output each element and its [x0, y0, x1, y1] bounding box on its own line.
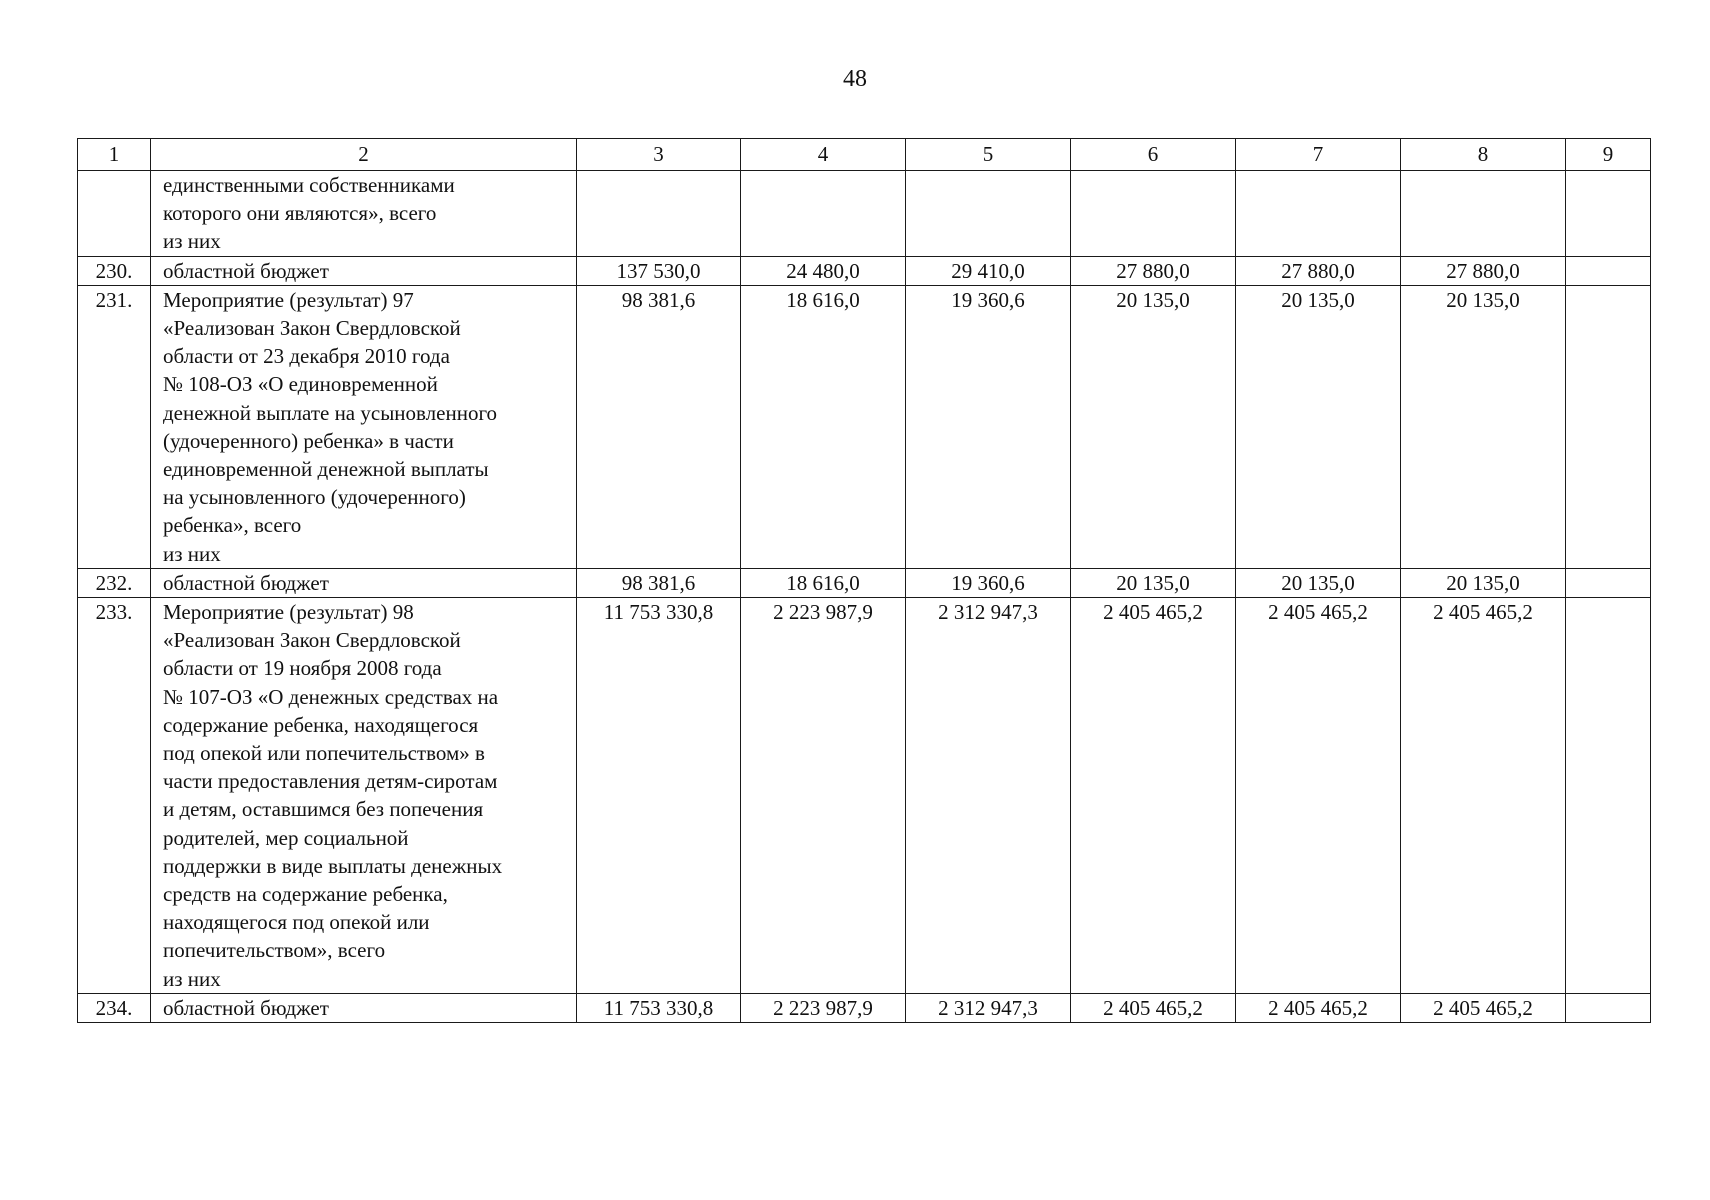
- row-value-col-4: 2 223 987,9: [741, 993, 906, 1022]
- row-value-col-7: 27 880,0: [1236, 256, 1401, 285]
- row-value-col-3: 11 753 330,8: [577, 598, 741, 994]
- row-number: 234.: [78, 993, 151, 1022]
- table-row: [78, 256, 1651, 285]
- row-value-col-5: 2 312 947,3: [906, 598, 1071, 994]
- row-value-col-7: 2 405 465,2: [1236, 993, 1401, 1022]
- table-row: [78, 568, 1651, 597]
- row-description: областной бюджет: [151, 568, 577, 597]
- row-value-col-6: 2 405 465,2: [1071, 993, 1236, 1022]
- table-row: [78, 993, 1651, 1022]
- table-header-row: [78, 139, 1651, 171]
- column-header: 9: [1566, 139, 1651, 171]
- table-row: [78, 598, 1651, 994]
- row-description: областной бюджет: [151, 256, 577, 285]
- row-value-col-9: [1566, 598, 1651, 994]
- row-value-col-9: [1566, 256, 1651, 285]
- page-number: 48: [843, 66, 867, 92]
- row-value-col-6: [1071, 171, 1236, 257]
- row-value-col-6: 27 880,0: [1071, 256, 1236, 285]
- row-value-col-3: 98 381,6: [577, 568, 741, 597]
- row-value-col-9: [1566, 171, 1651, 257]
- row-value-col-8: 2 405 465,2: [1401, 598, 1566, 994]
- row-value-col-9: [1566, 993, 1651, 1022]
- row-value-col-7: 20 135,0: [1236, 568, 1401, 597]
- row-number: [78, 171, 151, 257]
- table-row: [78, 285, 1651, 568]
- table-row: [78, 171, 1651, 257]
- column-header: 3: [577, 139, 741, 171]
- row-value-col-5: [906, 171, 1071, 257]
- row-value-col-9: [1566, 568, 1651, 597]
- row-value-col-5: 19 360,6: [906, 285, 1071, 568]
- row-value-col-9: [1566, 285, 1651, 568]
- row-value-col-8: 20 135,0: [1401, 568, 1566, 597]
- row-value-col-7: 20 135,0: [1236, 285, 1401, 568]
- row-description: Мероприятие (результат) 98 «Реализован Закон Свердловской области от 19 ноября 2008 года № 107-ОЗ «О денежных средствах на содержание ребенка, находящегося под опекой или попечительством» в части предоставления детям-сиротам и детям, оставшимся без попечения родителей, мер социальной поддержки в виде выплаты денежных средств на содержание ребенка, находящегося под опекой или попечительством», всего из них: [151, 598, 577, 994]
- row-value-col-7: [1236, 171, 1401, 257]
- row-value-col-8: 2 405 465,2: [1401, 993, 1566, 1022]
- row-value-col-4: 18 616,0: [741, 285, 906, 568]
- row-number: 233.: [78, 598, 151, 994]
- row-value-col-8: 27 880,0: [1401, 256, 1566, 285]
- row-value-col-4: [741, 171, 906, 257]
- row-description: единственными собственниками которого они являются», всего из них: [151, 171, 577, 257]
- row-value-col-3: 98 381,6: [577, 285, 741, 568]
- column-header: 7: [1236, 139, 1401, 171]
- row-value-col-6: 20 135,0: [1071, 568, 1236, 597]
- budget-table: [77, 138, 1651, 1023]
- column-header: 5: [906, 139, 1071, 171]
- column-header: 4: [741, 139, 906, 171]
- row-value-col-3: 11 753 330,8: [577, 993, 741, 1022]
- row-value-col-4: 18 616,0: [741, 568, 906, 597]
- row-value-col-4: 2 223 987,9: [741, 598, 906, 994]
- column-header: 1: [78, 139, 151, 171]
- column-header: 2: [151, 139, 577, 171]
- column-header: 8: [1401, 139, 1566, 171]
- row-value-col-5: 29 410,0: [906, 256, 1071, 285]
- row-value-col-4: 24 480,0: [741, 256, 906, 285]
- row-number: 231.: [78, 285, 151, 568]
- row-value-col-7: 2 405 465,2: [1236, 598, 1401, 994]
- column-header: 6: [1071, 139, 1236, 171]
- row-value-col-6: 2 405 465,2: [1071, 598, 1236, 994]
- row-value-col-5: 2 312 947,3: [906, 993, 1071, 1022]
- row-value-col-8: [1401, 171, 1566, 257]
- row-value-col-3: 137 530,0: [577, 256, 741, 285]
- row-description: областной бюджет: [151, 993, 577, 1022]
- row-value-col-3: [577, 171, 741, 257]
- row-description: Мероприятие (результат) 97 «Реализован Закон Свердловской области от 23 декабря 2010 года № 108-ОЗ «О единовременной денежной выплате на усыновленного (удочеренного) ребенка» в части единовременной денежной выплаты на усыновленного (удочеренного) ребенка», всего из них: [151, 285, 577, 568]
- row-number: 230.: [78, 256, 151, 285]
- row-value-col-6: 20 135,0: [1071, 285, 1236, 568]
- row-value-col-8: 20 135,0: [1401, 285, 1566, 568]
- row-value-col-5: 19 360,6: [906, 568, 1071, 597]
- row-number: 232.: [78, 568, 151, 597]
